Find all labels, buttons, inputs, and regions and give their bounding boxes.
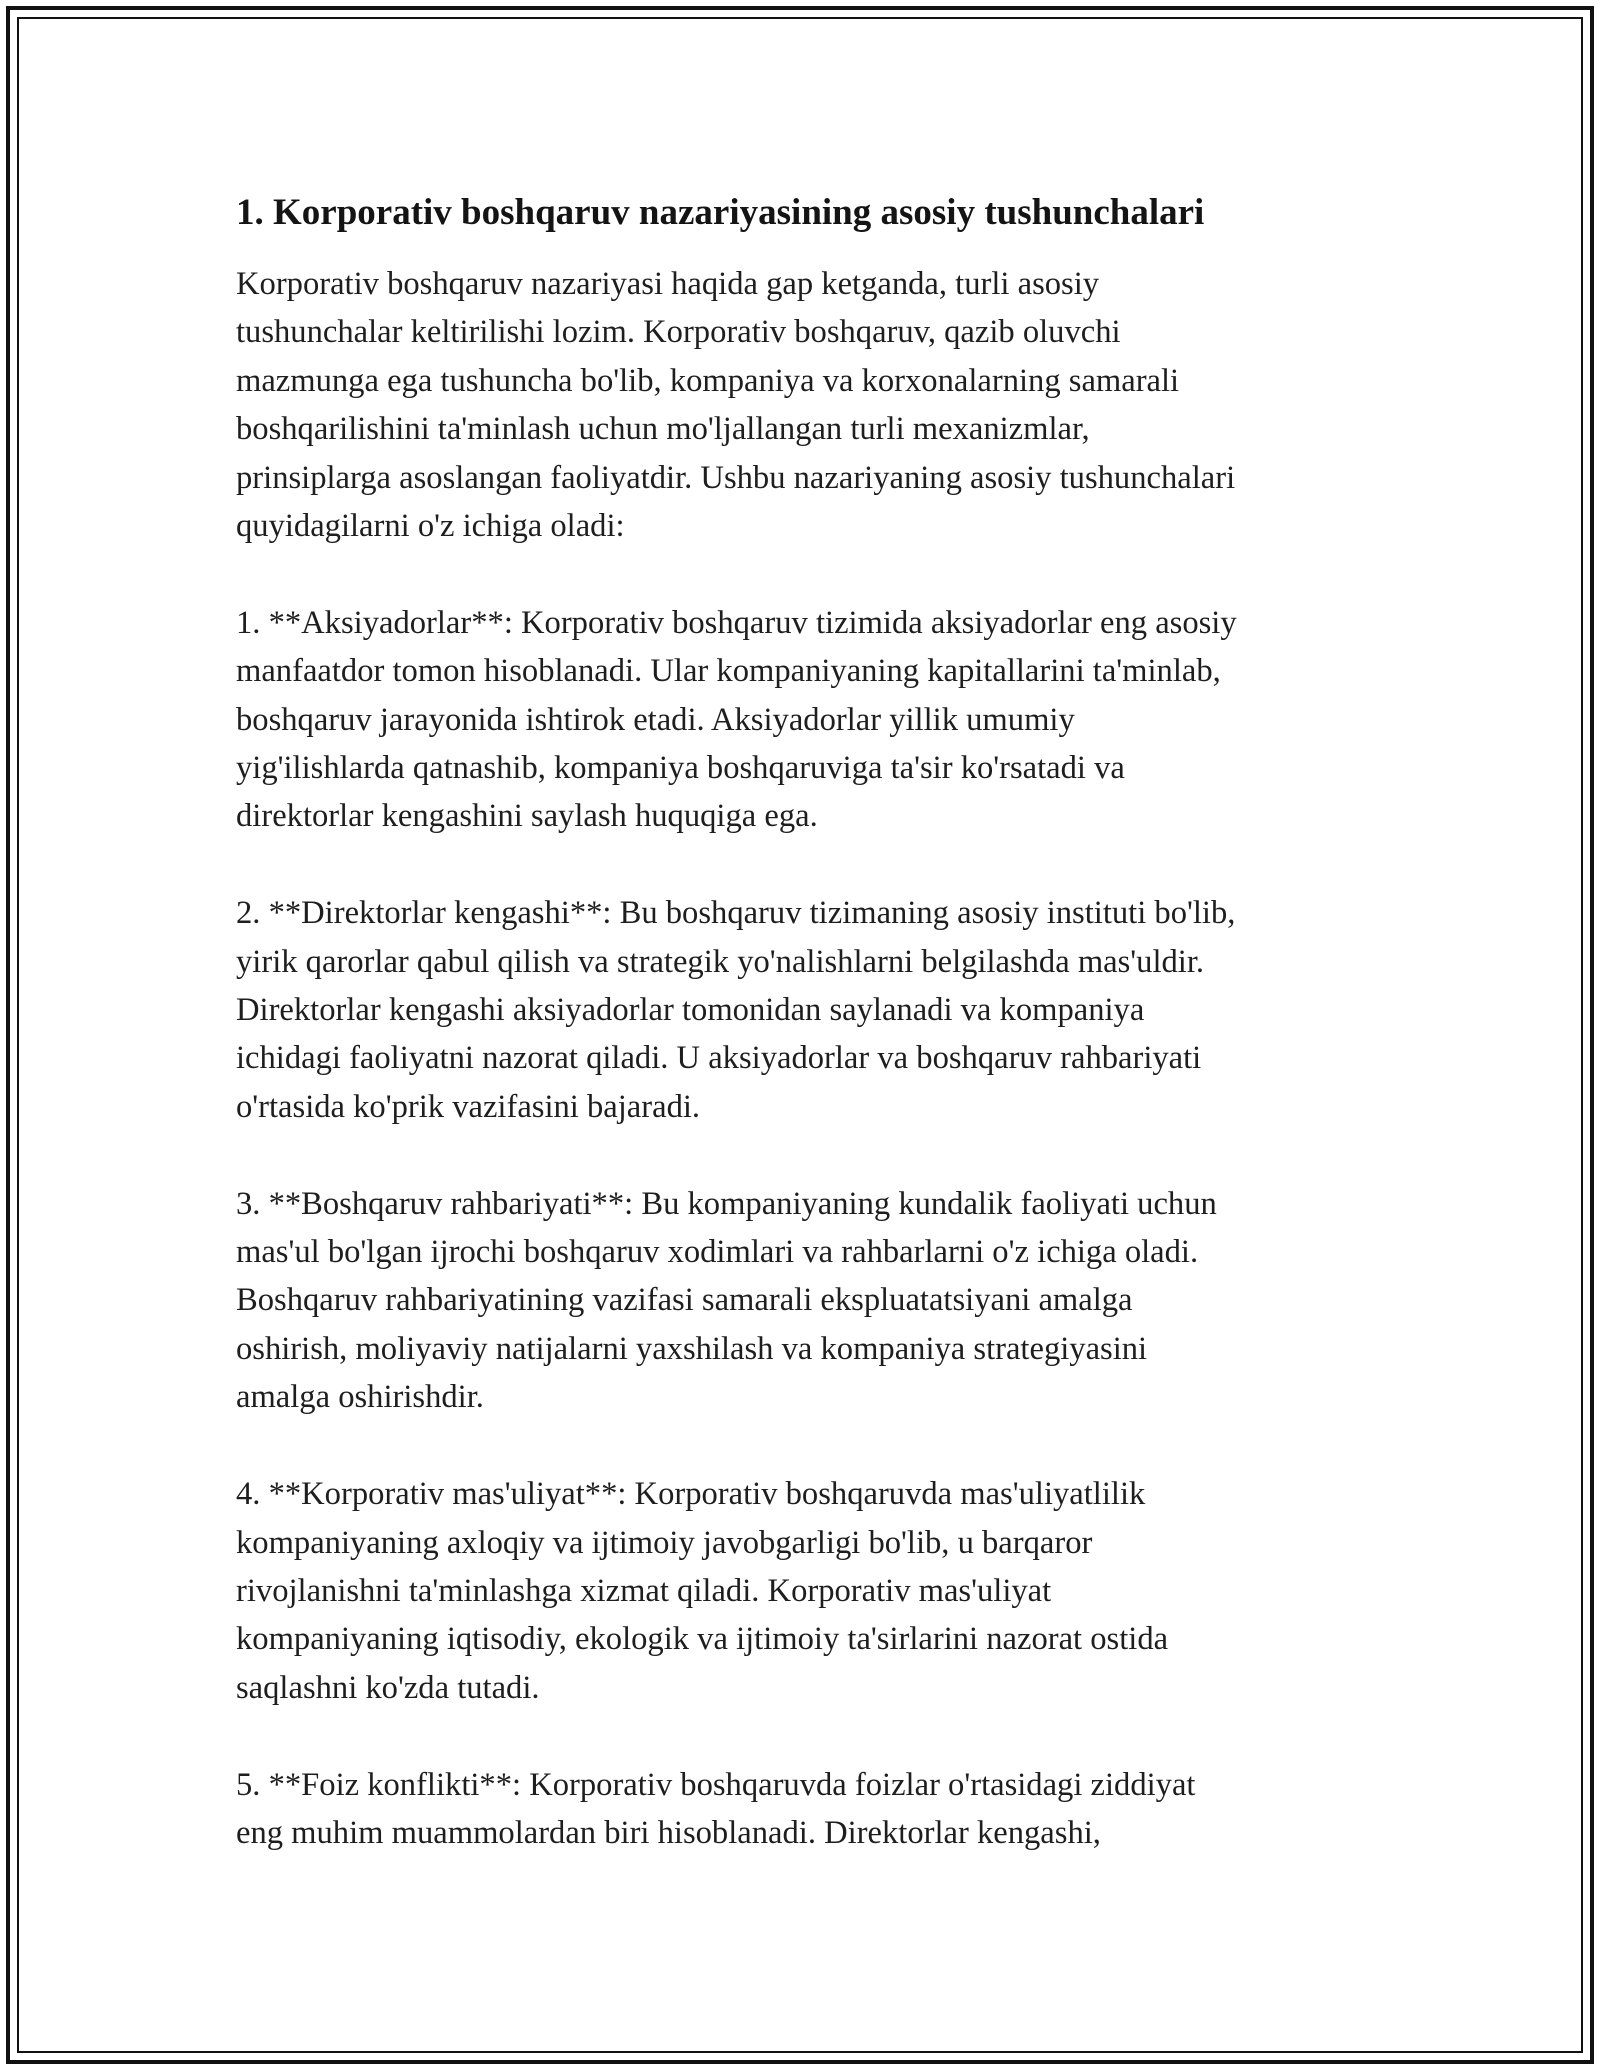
text-line: kompaniyaning axloqiy va ijtimoiy javobgarligi bo'lib, u barqaror: [236, 1524, 1093, 1561]
text-line: boshqaruv jarayonida ishtirok etadi. Aksiyadorlar yillik umumiy: [236, 701, 1075, 738]
text-line: boshqarilishini ta'minlash uchun mo'ljallangan turli mexanizmlar,: [236, 411, 1090, 448]
paragraph-list: [236, 260, 1376, 1857]
text-line: prinsiplarga asoslangan faoliyatdir. Ushbu nazariyaning asosiy tushunchalari: [236, 459, 1236, 496]
text-line: saqlashni ko'zda tutadi.: [236, 1669, 540, 1706]
text-line: direktorlar kengashini saylash huquqiga ega.: [236, 798, 818, 835]
text-line: mazmunga ega tushuncha bo'lib, kompaniya va korxonalarning samarali: [236, 362, 1180, 399]
text-line: tushunchalar keltirilishi lozim. Korporativ boshqaruv, qazib oluvchi: [236, 314, 1121, 351]
paragraph: [236, 1180, 1376, 1422]
paragraph: [236, 260, 1376, 550]
text-line: oshirish, moliyaviy natijalarni yaxshilash va kompaniya strategiyasini: [236, 1330, 1148, 1367]
text-line: 3. **Boshqaruv rahbariyati**: Bu kompaniyaning kundalik faoliyati uchun: [236, 1185, 1217, 1222]
text-line: quyidagilarni o'z ichiga oladi:: [236, 508, 625, 545]
text-line: 1. **Aksiyadorlar**: Korporativ boshqaruv tizimida aksiyadorlar eng asosiy: [236, 604, 1237, 641]
text-line: eng muhim muammolardan biri hisoblanadi. Direktorlar kengashi,: [236, 1814, 1101, 1851]
paragraph: [236, 599, 1376, 841]
text-line: rivojlanishni ta'minlashga xizmat qiladi. Korporativ mas'uliyat: [236, 1572, 1052, 1609]
text-line: o'rtasida ko'prik vazifasini bajaradi.: [236, 1088, 701, 1125]
text-line: ichidagi faoliyatni nazorat qiladi. U aksiyadorlar va boshqaruv rahbariyati: [236, 1040, 1202, 1077]
text-line: Korporativ boshqaruv nazariyasi haqida gap ketganda, turli asosiy: [236, 266, 1100, 302]
section-heading: 1. Korporativ boshqaruv nazariyasining asosiy tushunchalari: [236, 192, 1205, 233]
text-line: 4. **Korporativ mas'uliyat**: Korporativ boshqaruvda mas'uliyatlilik: [236, 1476, 1146, 1513]
text-line: kompaniyaning iqtisodiy, ekologik va ijtimoiy ta'sirlarini nazorat ostida: [236, 1621, 1169, 1658]
text-line: amalga oshirishdir.: [236, 1379, 484, 1416]
text-line: mas'ul bo'lgan ijrochi boshqaruv xodimlari va rahbarlarni o'z ichiga oladi.: [236, 1234, 1199, 1271]
text-line: yig'ilishlarda qatnashib, kompaniya boshqaruviga ta'sir ko'rsatadi va: [236, 750, 1125, 787]
paragraph: [236, 1470, 1376, 1712]
document-body: [236, 186, 1376, 1906]
text-line: yirik qarorlar qabul qilish va strategik yo'nalishlarni belgilashda mas'uldir.: [236, 943, 1205, 980]
text-line: 2. **Direktorlar kengashi**: Bu boshqaruv tizimaning asosiy instituti bo'lib,: [236, 895, 1236, 932]
text-line: 5. **Foiz konflikti**: Korporativ boshqaruvda foizlar o'rtasidagi ziddiyat: [236, 1766, 1196, 1803]
paragraph: [236, 1761, 1376, 1858]
paragraph: [236, 889, 1376, 1131]
text-line: Direktorlar kengashi aksiyadorlar tomonidan saylanadi va kompaniya: [236, 992, 1145, 1029]
text-line: manfaatdor tomon hisoblanadi. Ular kompaniyaning kapitallarini ta'minlab,: [236, 653, 1221, 690]
text-line: Boshqaruv rahbariyatining vazifasi samarali ekspluatatsiyani amalga: [236, 1282, 1133, 1319]
